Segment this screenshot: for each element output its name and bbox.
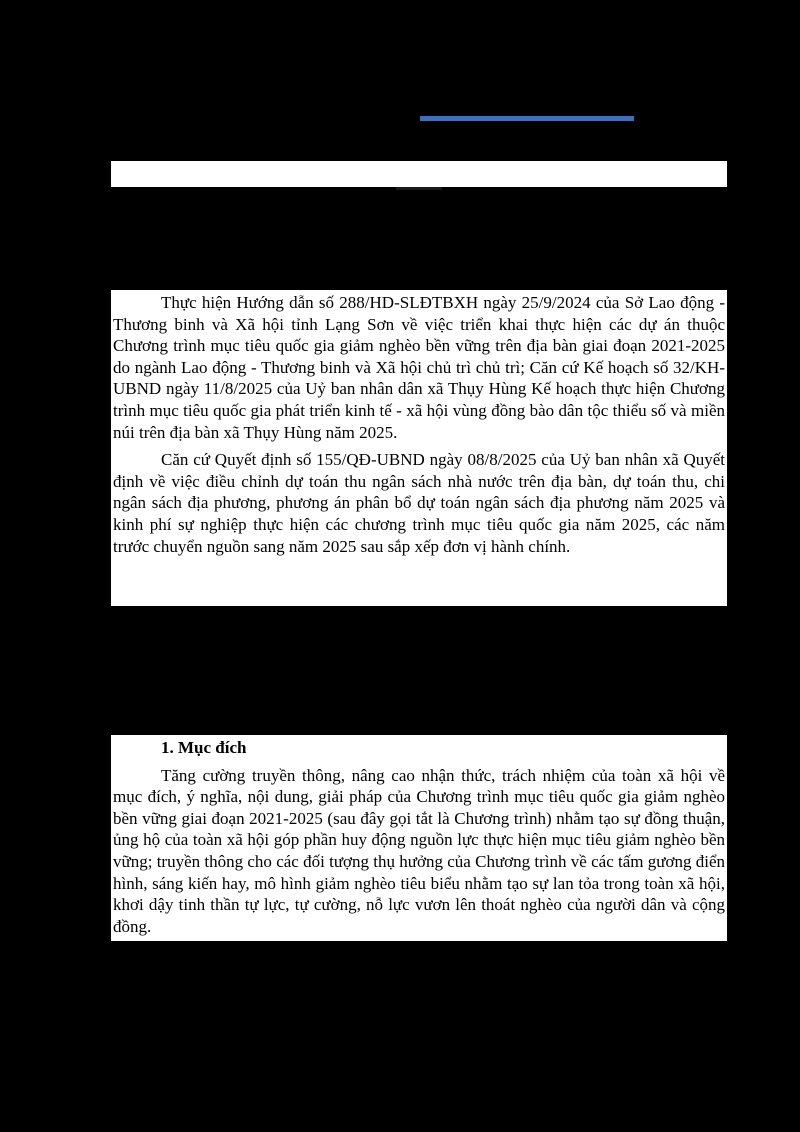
title-text-remnant xyxy=(396,187,442,190)
header-underline xyxy=(420,116,634,121)
legal-basis-paragraph-2: Căn cứ Quyết định số 155/QĐ-UBND ngày 08/8/2025 của Uỷ ban nhân xã Quyết định về việc điều chỉnh dự toán thu ngân sách nhà nước trên địa bàn, dự toán thu, chi ngân sách địa phương, phương án phân bổ dự toán ngân sách địa phương năm 2025 và kinh phí sự nghiệp thực hiện các chương trình mục tiêu quốc gia năm 2025, các năm trước chuyển nguồn sang năm 2025 sau sắp xếp đơn vị hành chính. xyxy=(113,450,725,556)
redacted-title-band xyxy=(111,161,727,187)
purpose-heading: 1. Mục đích xyxy=(161,738,247,757)
legal-basis-block xyxy=(111,290,727,606)
purpose-paragraph: Tăng cường truyền thông, nâng cao nhận thức, trách nhiệm của toàn xã hội về mục đích, ý nghĩa, nội dung, giải pháp của Chương trình mục tiêu quốc gia giảm nghèo bền vững giai đoạn 2021-2025 (sau đây gọi tắt là Chương trình) nhằm tạo sự đồng thuận, ủng hộ của toàn xã hội góp phần huy động nguồn lực thực hiện mục tiêu giảm nghèo bền vững; truyền thông cho các đối tượng thụ hưởng của Chương trình về các tấm gương điển hình, sáng kiến hay, mô hình giảm nghèo tiêu biểu nhằm tạo sự lan tỏa trong toàn xã hội, khơi dậy tinh thần tự lực, tự cường, nỗ lực vươn lên thoát nghèo của người dân và cộng đồng. xyxy=(113,765,725,936)
purpose-block xyxy=(111,735,727,941)
legal-basis-paragraph-1: Thực hiện Hướng dẫn số 288/HD-SLĐTBXH ngày 25/9/2024 của Sở Lao động - Thương binh và Xã hội tỉnh Lạng Sơn về việc triển khai thực hiện các dự án thuộc Chương trình mục tiêu quốc gia giảm nghèo bền vững trên địa bàn giai đoạn 2021-2025 do ngành Lao động - Thương binh và Xã hội chủ trì chủ trì; Căn cứ Kế hoạch số 32/KH-UBND ngày 11/8/2025 của Uỷ ban nhân dân xã Thụy Hùng Kế hoạch thực hiện Chương trình mục tiêu quốc gia phát triển kinh tế - xã hội vùng đồng bào dân tộc thiểu số và miền núi trên địa bàn xã Thụy Hùng năm 2025. xyxy=(113,293,725,442)
